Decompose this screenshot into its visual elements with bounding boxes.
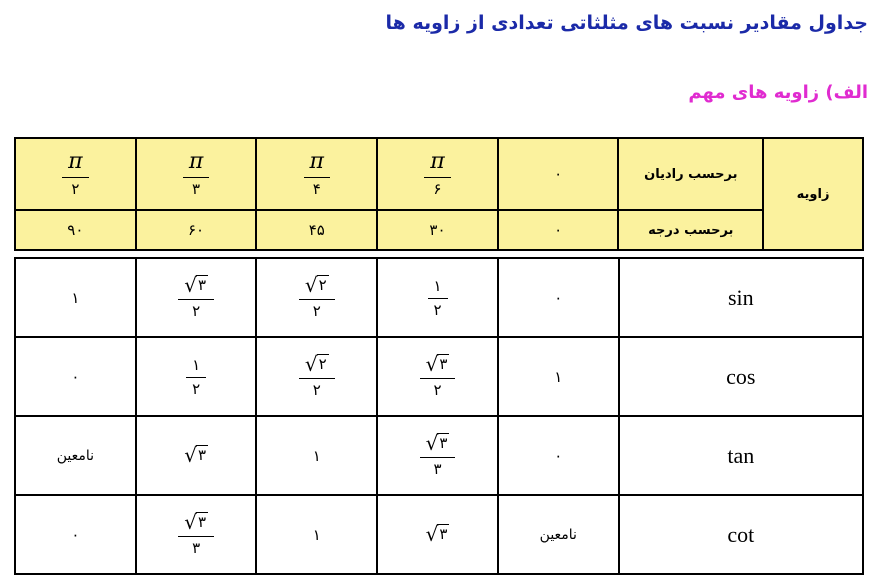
degree-row bbox=[15, 210, 863, 250]
radicand: ۲ bbox=[318, 276, 327, 295]
value-cell bbox=[256, 258, 377, 337]
radicand: ۳ bbox=[197, 513, 206, 532]
numerator bbox=[178, 275, 214, 299]
numerator bbox=[304, 150, 330, 177]
radical-sign-icon: √ bbox=[425, 352, 439, 377]
denominator: ۲ bbox=[433, 381, 442, 400]
value-cell: ۰ bbox=[498, 258, 619, 337]
radical-sign-icon: √ bbox=[425, 431, 439, 456]
value-cell: ۰ bbox=[15, 337, 136, 416]
radical-sign-icon: √ bbox=[304, 273, 318, 298]
numerator bbox=[420, 354, 456, 378]
pi-symbol: π bbox=[68, 149, 83, 175]
fraction bbox=[183, 150, 209, 198]
fraction bbox=[428, 277, 448, 318]
pi-symbol: π bbox=[188, 149, 204, 175]
numerator bbox=[299, 354, 335, 378]
value-cell bbox=[136, 495, 257, 574]
radian-cell-90 bbox=[15, 138, 136, 210]
radicand: ۳ bbox=[197, 446, 206, 464]
function-name: tan bbox=[619, 416, 863, 495]
denominator: ۲ bbox=[71, 180, 80, 199]
numerator bbox=[420, 433, 456, 457]
denominator: ۳ bbox=[433, 460, 442, 479]
numerator bbox=[424, 150, 450, 177]
angle-label: زاویه bbox=[763, 138, 863, 250]
radical-sign-icon: √ bbox=[184, 510, 197, 535]
value-cell: ۰ bbox=[15, 495, 136, 574]
radian-cell-30 bbox=[377, 138, 498, 210]
value-cell: ۰ bbox=[498, 416, 619, 495]
square-root bbox=[425, 352, 450, 377]
denominator: ۲ bbox=[433, 300, 442, 319]
numerator bbox=[178, 512, 214, 536]
value-cell bbox=[136, 258, 257, 337]
radian-label: برحسب رادیان bbox=[618, 138, 763, 210]
degree-label: برحسب درجه bbox=[618, 210, 763, 250]
degree-cell-30: ۳۰ bbox=[377, 210, 498, 250]
radian-cell-0: ۰ bbox=[498, 138, 619, 210]
value-cell: ۱ bbox=[498, 337, 619, 416]
square-root bbox=[425, 431, 450, 456]
table-row bbox=[15, 258, 863, 337]
denominator: ۲ bbox=[192, 379, 201, 398]
fraction bbox=[299, 275, 335, 319]
radicand: ۳ bbox=[439, 434, 448, 453]
value-cell bbox=[377, 495, 498, 574]
function-name: cot bbox=[619, 495, 863, 574]
denominator: ۲ bbox=[312, 302, 321, 321]
table-row bbox=[15, 495, 863, 574]
radical-sign-icon: √ bbox=[425, 522, 439, 546]
denominator: ۳ bbox=[192, 539, 201, 558]
function-name: cos bbox=[619, 337, 863, 416]
function-name: sin bbox=[619, 258, 863, 337]
pi-symbol: π bbox=[309, 149, 324, 175]
value-cell bbox=[256, 337, 377, 416]
fraction bbox=[178, 275, 214, 319]
fraction bbox=[420, 433, 456, 477]
radicand: ۳ bbox=[439, 525, 448, 543]
numerator bbox=[428, 277, 448, 298]
radicand: ۲ bbox=[318, 355, 327, 374]
value-cell: ۱ bbox=[15, 258, 136, 337]
square-root bbox=[304, 273, 329, 298]
numerator-value: ۱ bbox=[192, 355, 201, 374]
fraction bbox=[62, 150, 88, 198]
degree-cell-0: ۰ bbox=[498, 210, 619, 250]
square-root bbox=[184, 510, 208, 535]
degree-cell-45: ۴۵ bbox=[256, 210, 377, 250]
fraction bbox=[304, 150, 330, 198]
degree-cell-60: ۶۰ bbox=[136, 210, 257, 250]
square-root bbox=[304, 352, 329, 377]
denominator: ۲ bbox=[192, 302, 201, 321]
fraction bbox=[420, 354, 456, 398]
radian-row bbox=[15, 138, 863, 210]
section-subtitle: الف) زاویه های مهم bbox=[688, 82, 868, 103]
radical-sign-icon: √ bbox=[184, 273, 197, 298]
value-cell bbox=[377, 416, 498, 495]
value-cell bbox=[377, 337, 498, 416]
table-row bbox=[15, 416, 863, 495]
fraction bbox=[186, 356, 206, 397]
value-cell: نامعین bbox=[15, 416, 136, 495]
square-root bbox=[184, 445, 208, 465]
degree-cell-90: ۹۰ bbox=[15, 210, 136, 250]
fraction bbox=[424, 150, 450, 198]
value-cell: نامعین bbox=[498, 495, 619, 574]
numerator bbox=[62, 150, 88, 177]
denominator: ۶ bbox=[433, 180, 442, 199]
numerator bbox=[299, 275, 335, 299]
fraction bbox=[299, 354, 335, 398]
value-cell bbox=[377, 258, 498, 337]
value-cell: ۱ bbox=[256, 416, 377, 495]
fraction bbox=[178, 512, 214, 556]
numerator-value: ۱ bbox=[433, 276, 442, 295]
radicand: ۳ bbox=[197, 276, 206, 295]
radian-cell-60 bbox=[136, 138, 257, 210]
value-cell bbox=[136, 337, 257, 416]
denominator: ۳ bbox=[192, 180, 201, 199]
value-cell: ۱ bbox=[256, 495, 377, 574]
denominator: ۴ bbox=[312, 180, 321, 199]
denominator: ۲ bbox=[312, 381, 321, 400]
radical-sign-icon: √ bbox=[304, 352, 318, 377]
trig-values-table bbox=[14, 257, 864, 575]
pi-symbol: π bbox=[430, 149, 445, 175]
value-cell bbox=[136, 416, 257, 495]
table-row bbox=[15, 337, 863, 416]
radian-cell-45 bbox=[256, 138, 377, 210]
numerator bbox=[183, 150, 209, 177]
page-title: جداول مقادیر نسبت های مثلثاتی تعدادی از زاویه ها bbox=[385, 12, 868, 34]
numerator bbox=[186, 356, 206, 377]
radical-sign-icon: √ bbox=[184, 443, 197, 467]
square-root bbox=[426, 524, 450, 544]
radicand: ۳ bbox=[439, 355, 448, 374]
square-root bbox=[184, 273, 208, 298]
angle-header-table bbox=[14, 137, 864, 251]
